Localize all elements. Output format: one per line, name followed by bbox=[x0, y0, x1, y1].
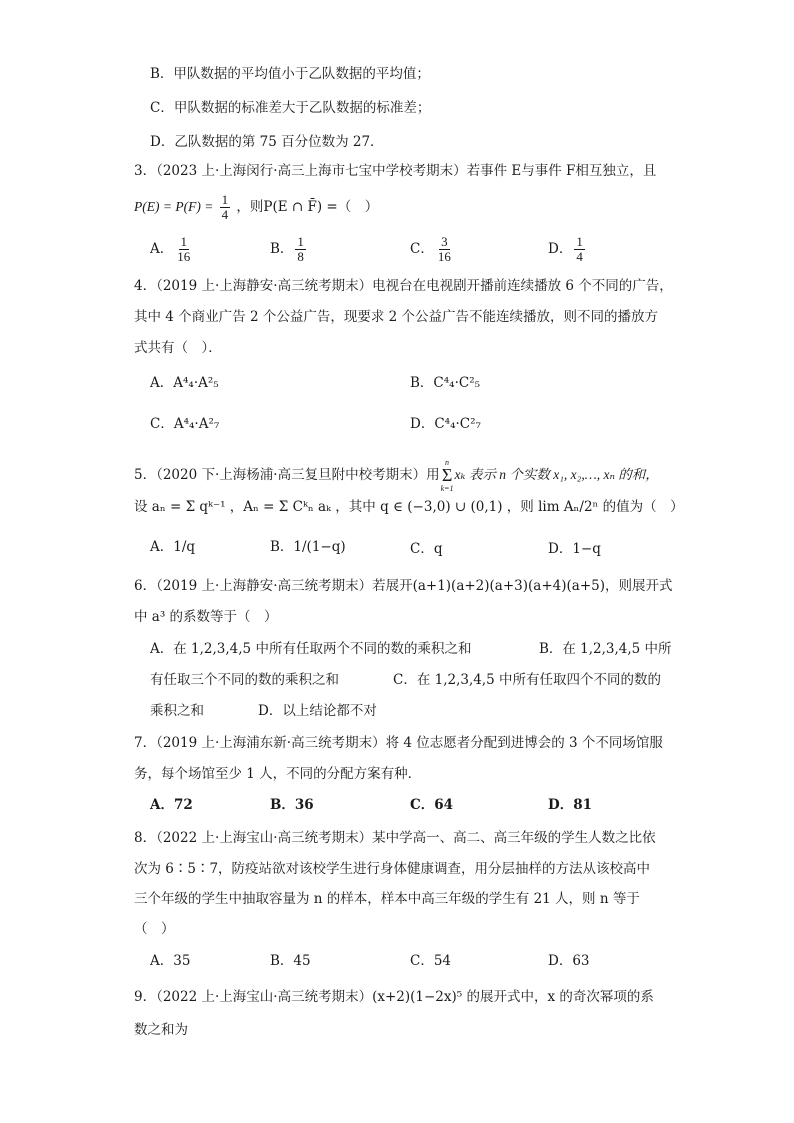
q8-option-b: B．45 bbox=[270, 953, 311, 969]
q8-stem-line1: 8．（2022 上·上海宝山·高三统考期末）某中学高一、高二、高三年级的学生人数之比依 bbox=[134, 830, 656, 846]
q3-stem-line2 bbox=[134, 190, 378, 224]
q3-option-b: B． $\frac{1}{8}$ bbox=[270, 234, 304, 264]
q3-option-a: A． $\frac{1}{16}$ bbox=[150, 234, 191, 264]
q2-option-c: C．甲队数据的标准差大于乙队数据的标准差； bbox=[150, 100, 431, 116]
q3-stem-tail: ，则P(E ∩ F̄) =（ ） bbox=[236, 199, 379, 215]
q6-options-line3: 乘积之和 D．以上结论都不对 bbox=[150, 703, 377, 719]
q3-prob-expr: P(E) = P(F) = bbox=[134, 199, 214, 214]
q8-stem-line3: 三个年级的学生中抽取容量为 n 的样本，样本中高三年级的学生有 21 人，则 n 等于 bbox=[134, 891, 640, 907]
q3-option-d: D． $\frac{1}{4}$ bbox=[548, 234, 583, 264]
q4-option-a: A．A⁴₄·A²₅ bbox=[150, 375, 219, 391]
q6-stem-line2: 中 a³ 的系数等于（ ） bbox=[134, 609, 278, 625]
q8-option-d: D．63 bbox=[548, 953, 590, 969]
q8-stem-line4: （ ） bbox=[134, 921, 175, 937]
q7-option-c: C．64 bbox=[410, 797, 454, 813]
q7-stem-line1: 7．（2019 上·上海浦东新·高三统考期末）将 4 位志愿者分配到进博会的 3 个不同场馆服 bbox=[134, 735, 663, 751]
q2-option-b: B．甲队数据的平均值小于乙队数据的平均值； bbox=[150, 66, 430, 82]
q9-stem-line2: 数之和为 bbox=[134, 1022, 188, 1038]
q4-option-c: C．A⁴₄·A²₇ bbox=[150, 416, 220, 432]
q8-option-a: A．35 bbox=[150, 953, 191, 969]
q6-options-line2: 有任取三个不同的数的乘积之和 C．在 1,2,3,4,5 中所有任取四个不同的数的 bbox=[150, 672, 662, 688]
q5-stem-line2: 设 aₙ = Σ qᵏ⁻¹ ，Aₙ = Σ Cᵏₙ aₖ ，其中 q ∈ (−3,0) ∪ (0,1) ，则 lim Aₙ/2ⁿ 的值为（ ） bbox=[134, 499, 684, 515]
q8-option-c: C．54 bbox=[410, 953, 452, 969]
q3-option-c: C． $\frac{3}{16}$ bbox=[410, 234, 451, 264]
q6-options-line1: A．在 1,2,3,4,5 中所有任取两个不同的数的乘积之和 B．在 1,2,3,4,5 中所 bbox=[150, 641, 672, 657]
q3-stem-line1: 3．（2023 上·上海闵行·高三上海市七宝中学校考期末）若事件 E与事件 F相互独立，且 bbox=[134, 163, 657, 179]
q3-frac: $\frac{1}{4}$ bbox=[221, 192, 229, 222]
q5-option-b: B．1/(1−q) bbox=[270, 539, 346, 555]
q9-stem-line1: 9．（2022 上·上海宝山·高三统考期末）(x+2)(1−2x)⁵ 的展开式中，x 的奇次幂项的系 bbox=[134, 989, 654, 1005]
q5-stem-line1: 5．（2020 下·上海杨浦·高三复旦附中校考期末）用 n Σ k=1 xₖ 表示 n 个实数 x₁, x₂,…, xₙ 的和， bbox=[134, 458, 659, 493]
q4-option-d: D．C⁴₄·C²₇ bbox=[410, 416, 481, 432]
q4-stem-line1: 4．（2019 上·上海静安·高三统考期末）电视台在电视剧开播前连续播放 6 个不同的广告， bbox=[134, 278, 673, 294]
q4-option-b: B．C⁴₄·C²₅ bbox=[410, 375, 481, 391]
q5-option-c: C．q bbox=[410, 541, 443, 557]
q2-option-d: D．乙队数据的第 75 百分位数为 27． bbox=[150, 134, 384, 150]
q8-stem-line2: 次为 6∶5∶7，防疫站欲对该校学生进行身体健康调查，用分层抽样的方法从该校高中 bbox=[134, 861, 651, 877]
q7-option-a: A．72 bbox=[150, 797, 193, 813]
q5-sum-symbol: n Σ k=1 bbox=[440, 458, 454, 493]
q7-option-b: B．36 bbox=[270, 797, 314, 813]
q5-option-d: D．1−q bbox=[548, 541, 601, 557]
q7-stem-line2: 务，每个场馆至少 1 人，不同的分配方案有种． bbox=[134, 766, 422, 782]
q4-stem-line3: 式共有（ ）． bbox=[134, 340, 222, 356]
q7-option-d: D．81 bbox=[548, 797, 592, 813]
q4-stem-line2: 其中 4 个商业广告 2 个公益广告，现要求 2 个公益广告不能连续播放，则不同的播放方 bbox=[134, 309, 659, 325]
q6-stem-line1: 6．（2019 上·上海静安·高三统考期末）若展开(a+1)(a+2)(a+3)(a+4)(a+5)，则展开式 bbox=[134, 578, 673, 594]
q5-option-a: A．1/q bbox=[150, 539, 196, 555]
